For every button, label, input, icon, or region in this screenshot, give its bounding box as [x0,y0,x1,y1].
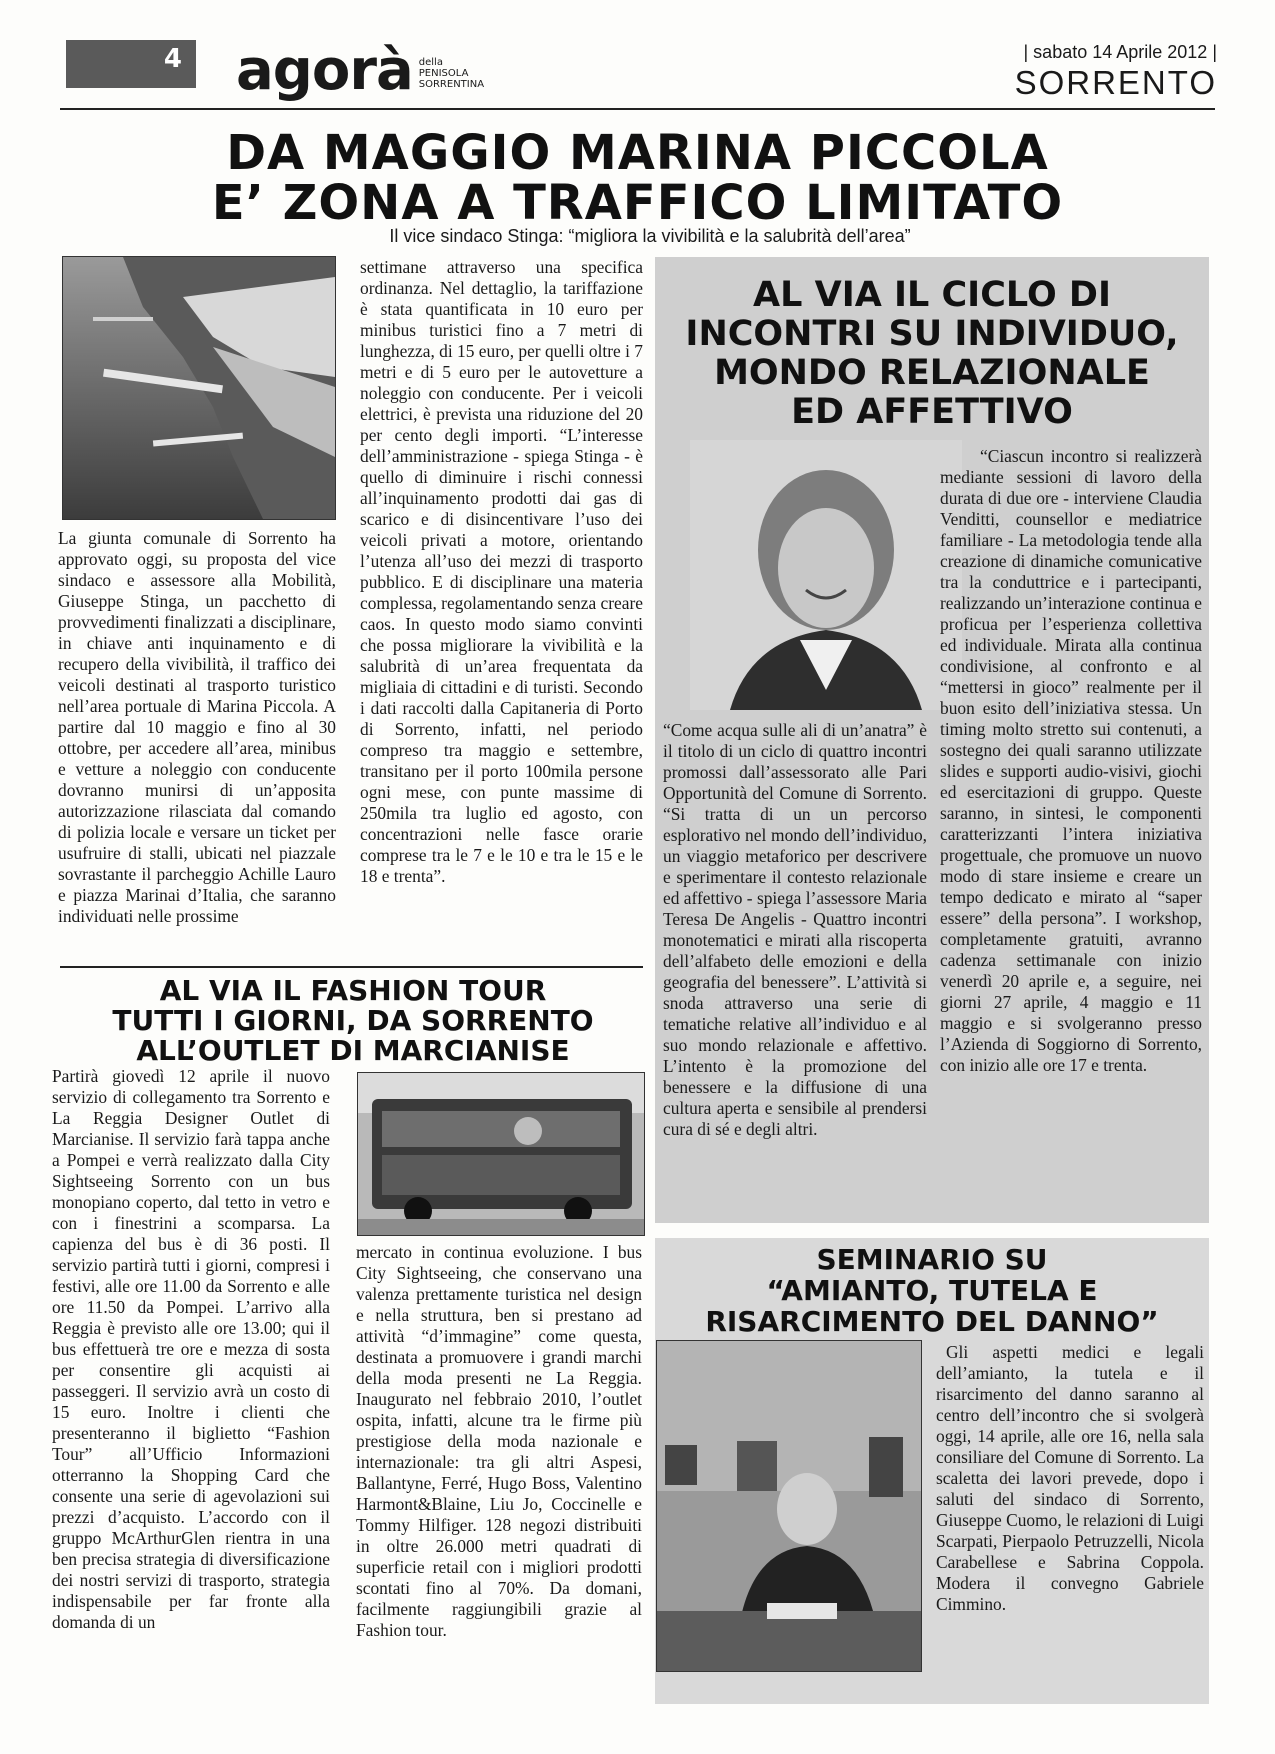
seminario-headline: SEMINARIO SU “AMIANTO, TUTELA E RISARCIMENTO DEL DANNO” [705,1243,1159,1338]
marina-aerial-photo [62,256,336,520]
issue-date: | sabato 14 Aprile 2012 | [1023,42,1217,62]
marina-aerial-image [63,257,335,519]
newspaper-logo [236,38,485,103]
header-rule [60,108,1215,110]
portrait-image [690,440,962,710]
claudia-venditti-photo [690,440,962,710]
main-article-col2: settimane attraverso una specifica ordinanza. Nel dettaglio, la tariffazione è stata quantificata in 10 euro per minibus turistici fino a 7 metri di lunghezza, di 15 euro, per quelli oltre i 7 metri e di 5 euro per le autovetture a noleggio con conducente. Per i veicoli elettrici, è prevista una riduzione del 20 per cento degli importi. “L’interesse dell’amministrazione - spiega Stinga - è quello di diminuire i rischi connessi all’inquinamento prodotti dai gas di scarico e di disincentivare l’uso dei veicoli privati a motore, orientando l’utenza all’uso dei mezzi di trasporto pubblico. E di disciplinare una materia complessa, regolamentando senza creare caos. In questo modo siamo convinti che possa migliorare la vivibilità e la salubrità di un’area frequentata da migliaia di cittadini e di turisti. Secondo i dati raccolti dalla Capitaneria di Porto di Sorrento, infatti, nel periodo compreso tra maggio e settembre, transitano per il porto 100mila persone ogni mese, con punte massime di 250mila tra luglio ed agosto, con concentrazioni nelle fasce orarie comprese tra le 7 e le 10 e tra le 15 e le 18 e trenta”. [360,257,643,886]
page-number: 4 [163,44,182,74]
fashion-headline: AL VIA IL FASHION TOUR TUTTI I GIORNI, DA SORRENTO ALL’OUTLET DI MARCIANISE [112,974,594,1067]
official-portrait-image [657,1341,921,1671]
seminario-photo [656,1340,922,1672]
seminario-text: Gli aspetti medici e legali dell’amianto, la tutela e il risarcimento del danno saranno al centro dell’incontro che si svolgerà oggi, 14 aprile, alle ore 16, nella sala consiliare del Comune di Sorrento. La scaletta dei lavori prevede, dopo i saluti del sindaco di Sorrento, Giuseppe Cuomo, le relazioni di Luigi Scarpati, Pierpaolo Petruzzelli, Nicola Carabellese e Sabrina Coppola. Modera il convegno Gabriele Cimmino. [936,1342,1204,1614]
main-article-col1: La giunta comunale di Sorrento ha approvato oggi, su proposta del vice sindaco e assessore alla Mobilità, Giuseppe Stinga, un pacchetto di provvedimenti finalizzati a disciplinare, in chiave anti inquinamento e di recupero della vivibilità, il traffico dei veicoli destinati al trasporto turistico nell’area portuale di Marina Piccola. A partire dal 10 maggio e fino al 30 ottobre, per accedere all’area, minibus e vetture a noleggio con conducente dovranno munirsi di un’apposita autorizzazione rilasciata dal comando di polizia locale e versare un ticket per usufruire di stalli, ubicati nel piazzale sovrastante il parcheggio Achille Lauro e piazza Marinai d’Italia, che saranno individuati nelle prossime [58,528,336,926]
bus-image [358,1073,644,1235]
sightseeing-bus-photo [357,1072,645,1236]
fashion-article-col2: mercato in continua evoluzione. I bus City Sightseeing, che conservano una valenza prettamente turistica nel design e nella struttura, ben si prestano ad attività “d’immagine” come questa, destinata a promuovere i grandi marchi della moda presenti ne La Reggia. Inaugurato nel febbraio 2010, l’outlet ospita, infatti, alcune tra le firme più prestigiose della moda nazionale e internazionale: tra gli altri Aspesi, Ballantyne, Ferré, Hugo Boss, Valentino Harmont&Blaine, Liu Jo, Coccinelle e Tommy Hilfiger. 128 negozi distribuiti in oltre 26.000 metri quadrati di superficie retail con i migliori prodotti scontati fino al 70%. Da domani, facilmente raggiungibili grazie al Fashion tour. [356,1242,642,1640]
fashion-article-col1: Partirà giovedì 12 aprile il nuovo servizio di collegamento tra Sorrento e La Reggia Designer Outlet di Marcianise. Il servizio farà tappa anche a Pompei e verrà realizzato dalla City Sightseeing Sorrento con un bus monopiano coperto, dal tetto in vetro e con i finestrini a scomparsa. La capienza del bus è di 36 posti. Il servizio partirà tutti i giorni, compresi i festivi, alle ore 11.00 da Sorrento e alle ore 11.50 da Pompei. L’arrivo alla Reggia è previsto alle ore 13.00; qui il bus effettuerà tre ore e mezza di sosta per consentire gli acquisti ai passeggeri. Il servizio avrà un costo di 15 euro. Inoltre i clienti che presenteranno il biglietto “Fashion Tour” all’Ufficio Informazioni otterranno la Shopping Card che consente una serie di agevolazioni sui prezzi d’acquisto. L’accordo con il gruppo McArthurGlen rientra in una ben precisa strategia di diversificazione dei nostri servizi di trasporto, strategia indispensabile per far fronte alla domanda di un [52,1066,330,1632]
section-name: SORRENTO [1014,64,1217,101]
logo-subtitle: della PENISOLA SORRENTINA [418,57,485,90]
incontri-left-text: “Come acqua sulle ali di un’anatra” è il titolo di un ciclo di quattro incontri promossi dall’assessorato alle Pari Opportunità del Comune di Sorrento. “Si tratta di un un percorso esplorativo nel mondo dell’individuo, un viaggio metaforico per descrivere e sperimentare il contesto relazionale ed affettivo - spiega l’assessore Maria Teresa De Angelis - Quattro incontri monotematici e mirati alla riscoperta dell’alfabeto delle emozioni e della geografia del benessere”. L’attività si snoda attraverso una serie di tematiche relative all’individuo e al suo mondo relazionale e affettivo. L’intento è la promozione del benessere e la diffusione di una cultura aperta e sensibile al prendersi cura di sé e degli altri. [663,720,927,1139]
logo-word: agorà [236,38,413,103]
main-subheadline: Il vice sindaco Stinga: “migliora la vivibilità e la salubrità dell’area” [389,226,911,246]
page-number-box [66,40,196,88]
incontri-headline: AL VIA IL CICLO DI INCONTRI SU INDIVIDUO, MONDO RELAZIONALE ED AFFETTIVO [685,275,1179,432]
main-article-rule [60,966,643,968]
incontri-right-text: “Ciascun incontro si realizzerà mediante sessioni di lavoro della durata di due ore - interviene Claudia Venditti, counsellor e mediatrice familiare - La metodologia tende alla creazione di dinamiche comunicative tra la conduttrice e i partecipanti, realizzando un’interazione continua e proficua per l’esperienza collettiva ed individuale. Mirata alla continua condivisione, al confronto e al “mettersi in gioco” realmente per il buon esito dell’iniziativa stessa. Un timing molto stretto sui contenuti, a sostegno dei quali saranno utilizzate slides e supporti audio-visivi, giochi ed esercitazioni di gruppo. Queste saranno, in sintesi, le componenti caratterizzanti l’intera iniziativa progettuale, che promuove un nuovo modo di stare insieme e creare un tempo dedicato e mirato al “saper essere” della persona”. I workshop, completamente gratuiti, avranno cadenza settimanale con inizio venerdì 20 aprile e, a seguire, nei giorni 27 aprile, 4 maggio e 11 maggio e si svolgeranno presso l’Azienda di Soggiorno di Sorrento, con inizio alle ore 17 e trenta. [940,446,1202,1075]
main-headline: DA MAGGIO MARINA PICCOLA E’ ZONA A TRAFFICO LIMITATO [211,125,1064,231]
